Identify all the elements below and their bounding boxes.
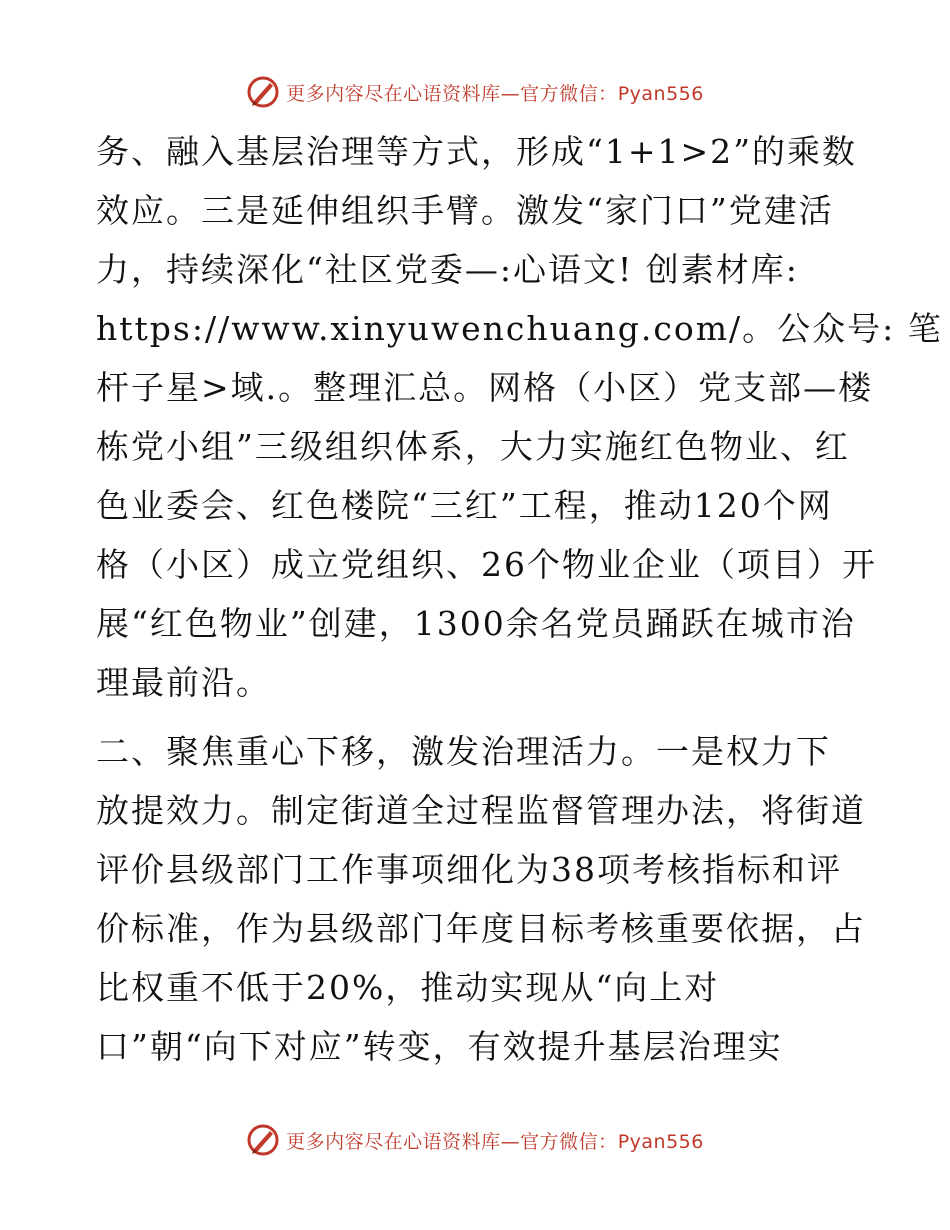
text-line: 理最前沿。 <box>96 663 271 702</box>
header-wechat-label: 官方微信： <box>520 82 618 105</box>
header-wechat-id: Pyan556 <box>617 82 704 105</box>
text-line: 口”朝“向下对应”转变，有效提升基层治理实 <box>96 1027 783 1066</box>
footer-banner-title: 更多内容尽在心语资料库 <box>286 1130 501 1153</box>
pen-logo-icon <box>246 1123 280 1157</box>
footer-wechat-id: Pyan556 <box>617 1130 704 1153</box>
text-line: 效应。三是延伸组织手臂。激发“家门口”党建活 <box>96 191 834 230</box>
footer-banner-text <box>286 1127 704 1154</box>
text-line: 二、聚焦重心下移，激发治理活力。一是权力下 <box>96 732 831 771</box>
text-line: 力，持续深化“社区党委—:心语文! 创素材库: <box>96 250 799 289</box>
header-banner <box>0 72 950 112</box>
document-body <box>96 122 943 1076</box>
text-line: 栋党小组”三级组织体系，大力实施红色物业、红 <box>96 427 850 466</box>
text-line: 比权重不低于20%，推动实现从“向上对 <box>96 968 720 1007</box>
header-banner-title: 更多内容尽在心语资料库 <box>286 82 501 105</box>
text-line: 价标准，作为县级部门年度目标考核重要依据，占 <box>96 909 866 948</box>
footer-banner <box>0 1120 950 1160</box>
header-banner-text <box>286 79 704 106</box>
paragraph-gap <box>96 712 866 722</box>
text-line: https://www.xinyuwenchuang.com/。公众号: 笔 <box>96 309 943 348</box>
pen-logo-icon <box>246 75 280 109</box>
footer-wechat-label: 官方微信： <box>520 1130 618 1153</box>
footer-banner-separator: — <box>500 1130 521 1153</box>
text-line: 务、融入基层治理等方式，形成“1+1>2”的乘数 <box>96 132 858 171</box>
text-line: 格（小区）成立党组织、26个物业企业（项目）开 <box>96 545 877 584</box>
paragraph-2 <box>96 722 866 1076</box>
header-banner-separator: — <box>500 82 521 105</box>
text-line: 放提效力。制定街道全过程监督管理办法，将街道 <box>96 791 866 830</box>
text-line: 评价县级部门工作事项细化为38项考核指标和评 <box>96 850 842 889</box>
text-line: 色业委会、红色楼院“三红”工程，推动120个网 <box>96 486 833 525</box>
text-line: 杆子星>域.。整理汇总。网格（小区）党支部—楼 <box>96 368 874 407</box>
text-line: 展“红色物业”创建，1300余名党员踊跃在城市治 <box>96 604 856 643</box>
paragraph-1 <box>96 122 943 712</box>
